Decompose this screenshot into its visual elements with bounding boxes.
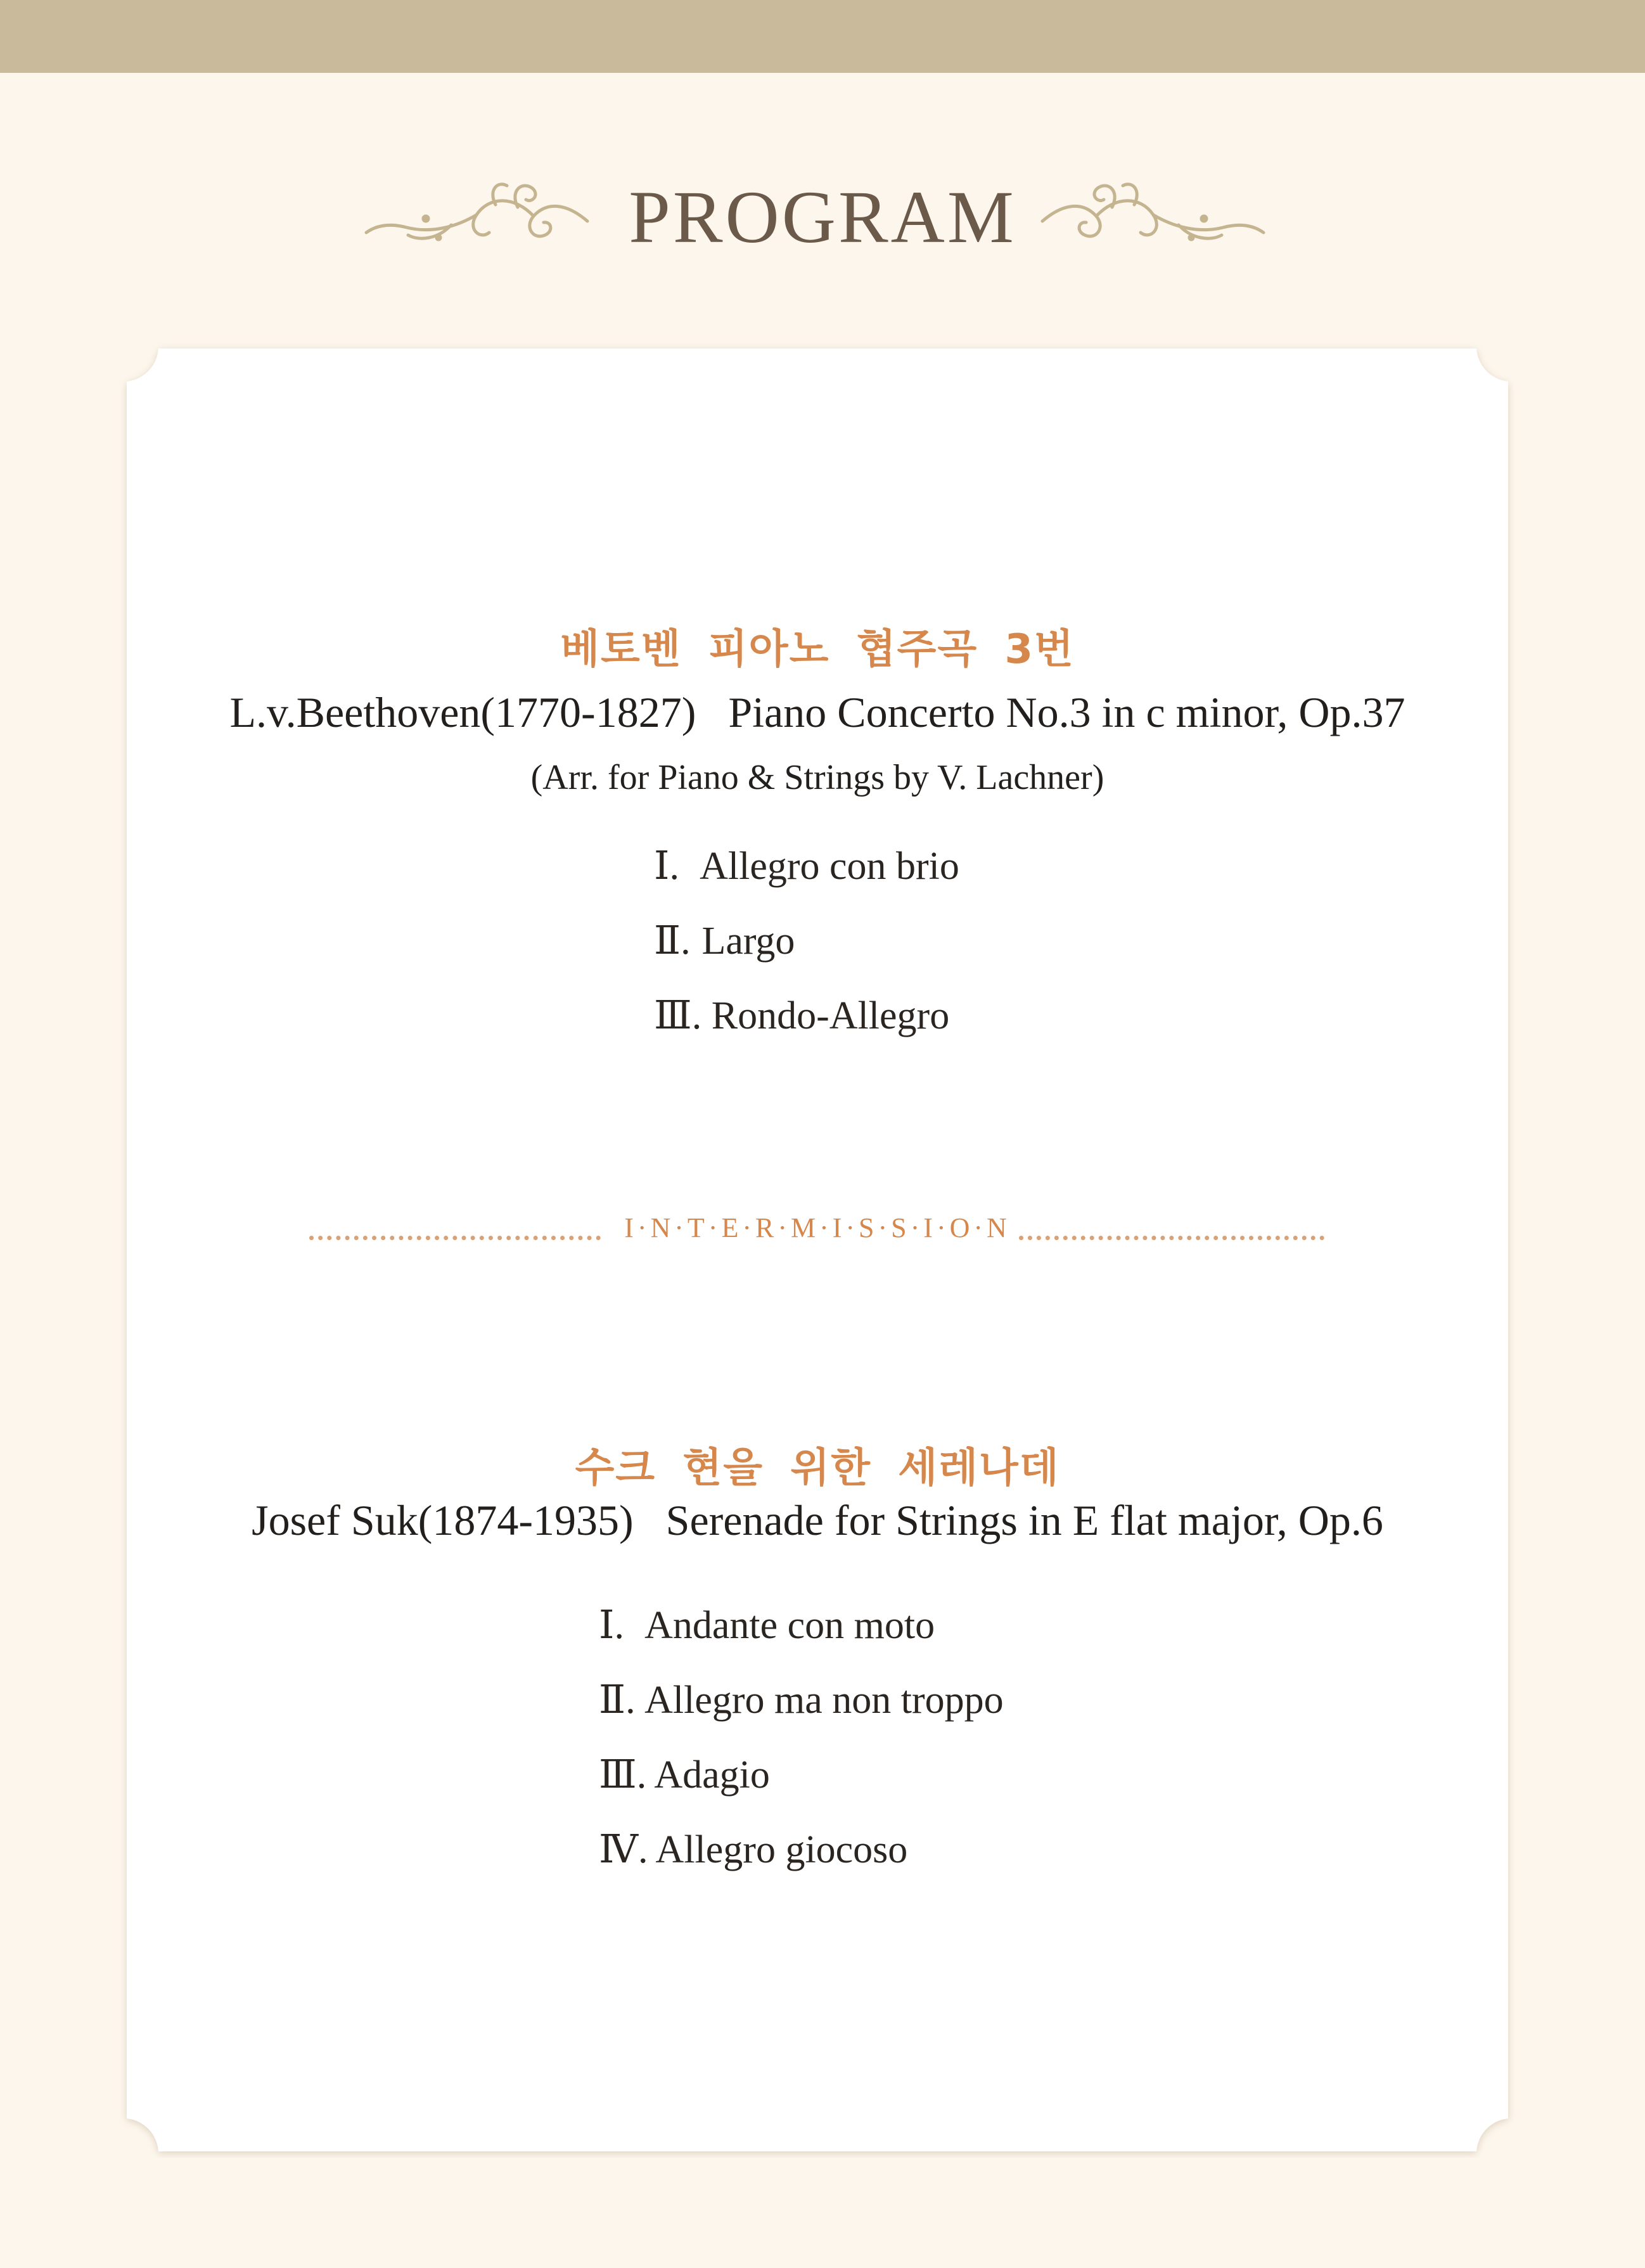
movement-name: Rondo-Allegro	[711, 994, 950, 1037]
movement-name: Largo	[701, 919, 795, 963]
movement-name: Allegro ma non troppo	[644, 1679, 1004, 1722]
movement-number: Ⅲ.	[599, 1753, 647, 1797]
movement-name: Allegro con brio	[700, 845, 959, 888]
movement-name: Adagio	[654, 1753, 770, 1797]
program-card	[120, 342, 1514, 2158]
movement-item	[654, 994, 959, 1068]
page-title: PROGRAM	[629, 176, 1016, 259]
movement-name: Allegro giocoso	[655, 1828, 908, 1871]
movement-number: Ⅱ.	[599, 1679, 636, 1722]
movement-item	[599, 1678, 1004, 1753]
movement-number: Ⅰ.	[654, 845, 679, 888]
movement-item	[599, 1603, 1004, 1678]
flourish-ornament-right	[1039, 177, 1267, 259]
intermission-divider	[120, 1212, 1514, 1250]
program-header	[0, 162, 1645, 276]
movement-item	[599, 1753, 1004, 1828]
movement-name: Andante con moto	[644, 1604, 935, 1647]
top-band	[0, 0, 1645, 73]
piece-2-english-title: Josef Suk(1874-1935) Serenade for Strings in E flat major, Op.6	[252, 1496, 1383, 1544]
movement-item	[599, 1828, 1004, 1902]
movement-item	[654, 844, 959, 919]
movement-number: Ⅱ.	[654, 919, 691, 963]
piece-1-arrangement: (Arr. for Piano & Strings by V. Lachner)	[530, 758, 1104, 797]
piece-2-movement-list	[599, 1603, 1004, 1902]
piece-2-korean-title: 수크 현을 위한 세레나데	[575, 1445, 1060, 1492]
movement-number: Ⅳ.	[599, 1828, 648, 1871]
movement-number: Ⅰ.	[599, 1604, 624, 1647]
movement-item	[654, 919, 959, 994]
piece-1-korean-title: 베토벤 피아노 협주곡 3번	[560, 626, 1075, 673]
piece-1-movement-list	[654, 844, 959, 1068]
piece-1-english-title: L.v.Beethoven(1770-1827) Piano Concerto No.3 in c minor, Op.37	[229, 688, 1405, 736]
intermission-label: I·N·T·E·R·M·I·S·S·I·O·N	[624, 1212, 1011, 1243]
dotted-rule-right	[1019, 1220, 1324, 1240]
program-content	[120, 342, 1514, 2158]
movement-number: Ⅲ.	[654, 994, 702, 1037]
